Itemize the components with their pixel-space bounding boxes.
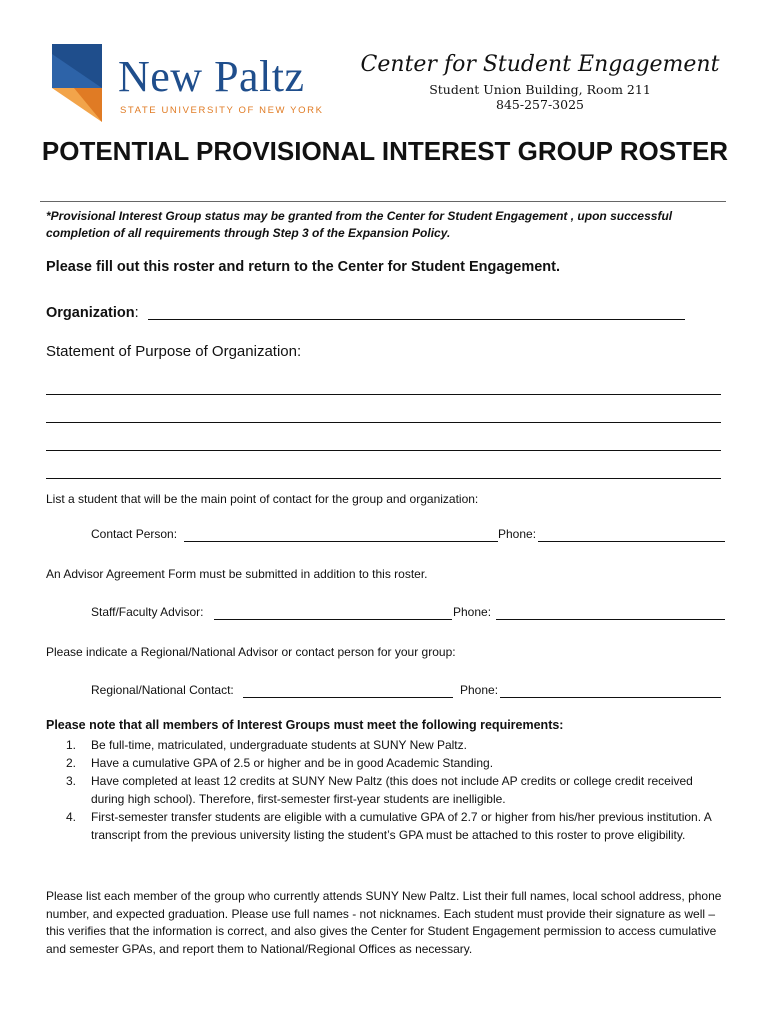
regional-field[interactable] xyxy=(243,697,453,698)
regional-label: Regional/National Contact: xyxy=(91,683,234,697)
regional-phone-field[interactable] xyxy=(500,697,721,698)
new-paltz-logo xyxy=(52,44,342,124)
requirement-text: Be full-time, matriculated, undergraduate students at SUNY New Paltz. xyxy=(91,738,467,752)
contact-phone-label: Phone: xyxy=(498,527,537,541)
organization-field[interactable] xyxy=(148,319,685,320)
office-phone: 845-257-3025 xyxy=(496,97,584,112)
requirement-number: 2. xyxy=(66,756,77,770)
contact-person-label: Contact Person: xyxy=(91,527,178,541)
office-title: Center for Student Engagement xyxy=(360,52,720,77)
organization-separator: : xyxy=(134,305,139,321)
title-divider xyxy=(40,201,726,202)
requirement-number: 3. xyxy=(66,774,77,788)
contact-intro: List a student that will be the main point of contact for the group and organization: xyxy=(46,492,479,506)
purpose-field-line-2[interactable] xyxy=(46,422,721,423)
requirements-heading: Please note that all members of Interest Groups must meet the following requirements: xyxy=(46,718,564,732)
closing-paragraph: Please list each member of the group who currently attends SUNY New Paltz. List their full names, local school address, phone number, and expected graduation. Please use full names - not nicknames. Each student must provide their signature as well – this verifies that the information is correct, and also gives the Center for Student Engagement permission to access cumulative and semester GPAs, and report them to National/Regional Offices as necessary. xyxy=(46,889,722,956)
purpose-field-line-4[interactable] xyxy=(46,478,721,479)
logo-subtitle: STATE UNIVERSITY OF NEW YORK xyxy=(120,105,324,116)
requirement-item xyxy=(46,808,726,844)
requirements-list xyxy=(46,736,726,844)
purpose-label: Statement of Purpose of Organization: xyxy=(46,343,302,360)
logo-name: New Paltz xyxy=(118,52,305,101)
requirement-text: Have a cumulative GPA of 2.5 or higher and be in good Academic Standing. xyxy=(91,756,494,770)
office-address: Student Union Building, Room 211 xyxy=(429,82,651,97)
advisor-phone-label: Phone: xyxy=(453,605,492,619)
advisor-phone-field[interactable] xyxy=(496,619,725,620)
requirement-item xyxy=(46,772,726,808)
requirement-number: 1. xyxy=(66,738,77,752)
instruction-text: Please fill out this roster and return to the Center for Student Engagement. xyxy=(46,259,561,275)
status-note: *Provisional Interest Group status may be granted from the Center for Student Engagement , upon successful completion of all requirements through Step 3 of the Expansion Policy. xyxy=(46,209,673,240)
requirement-item xyxy=(46,754,726,772)
requirement-item xyxy=(46,736,726,754)
regional-phone-label: Phone: xyxy=(460,683,499,697)
requirement-number: 4. xyxy=(66,810,77,824)
organization-label-text: Organization xyxy=(46,305,135,321)
page-title: POTENTIAL PROVISIONAL INTEREST GROUP ROSTER xyxy=(41,136,729,166)
contact-phone-field[interactable] xyxy=(538,541,725,542)
advisor-field[interactable] xyxy=(214,619,452,620)
organization-label xyxy=(46,305,139,321)
advisor-intro: An Advisor Agreement Form must be submitted in addition to this roster. xyxy=(46,567,428,581)
contact-person-field[interactable] xyxy=(184,541,498,542)
purpose-field-line-3[interactable] xyxy=(46,450,721,451)
logo-flag-icon xyxy=(52,44,102,122)
advisor-label: Staff/Faculty Advisor: xyxy=(91,605,204,619)
requirement-text: Have completed at least 12 credits at SUNY New Paltz (this does not include AP credits or college credit received during high school). Therefore, first-semester first-year students are inelligible. xyxy=(91,774,693,806)
regional-intro: Please indicate a Regional/National Advisor or contact person for your group: xyxy=(46,645,456,659)
purpose-field-line-1[interactable] xyxy=(46,394,721,395)
requirement-text: First-semester transfer students are eligible with a cumulative GPA of 2.7 or higher from his/her previous institution. A transcript from the previous university listing the student’s GPA must be attached to this roster to prove eligibility. xyxy=(91,810,712,842)
